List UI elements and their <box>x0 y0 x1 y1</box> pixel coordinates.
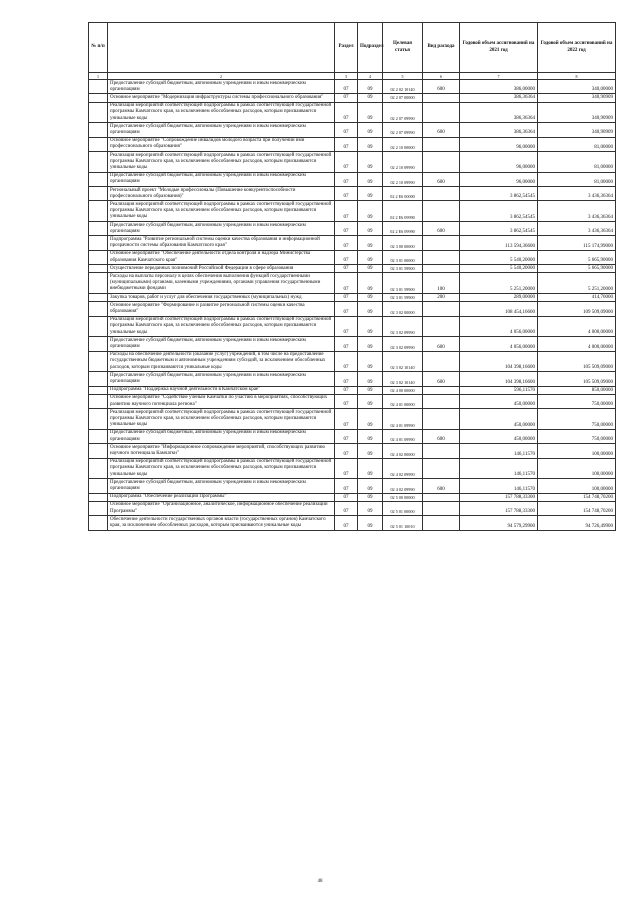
cell-2021: 5 540,20000 <box>460 250 538 264</box>
cell-2022: 340,90909 <box>538 123 616 137</box>
cell-razdel: 07 <box>335 123 358 137</box>
column-number: 6 <box>423 73 460 80</box>
cell-razdel: 07 <box>335 273 358 294</box>
cell-num <box>89 479 108 493</box>
cell-razdel: 07 <box>335 265 358 273</box>
cell-csr: 02 3 01 59900 <box>383 294 423 302</box>
cell-2022: 81,00000 <box>538 152 616 173</box>
cell-csr: 02 4 01 09990 <box>383 429 423 443</box>
table-row <box>89 236 616 250</box>
cell-name: Реализация мероприятий соответствующей подпрограммы в рамках соответствующей государственной программы Камчатского края, за исключением обособленных расходов, которым присваиваются уникальные коды <box>108 201 335 222</box>
table-row <box>89 102 616 123</box>
cell-name: Предоставление субсидий бюджетным, автономным учреждениям и иным некоммерческим организациям <box>108 222 335 236</box>
cell-razdel: 07 <box>335 372 358 386</box>
cell-2022: 4 000,00000 <box>538 316 616 337</box>
cell-2022: 340,90909 <box>538 102 616 123</box>
cell-num <box>89 294 108 302</box>
cell-num <box>89 222 108 236</box>
cell-name: Расходы на обеспечение деятельности (оказание услуг) учреждений, в том числе на предоставление государственным бюджетным и автономным учреждениям субсидий, за исключением обособленных расходов, которым присваиваются уникальные коды <box>108 351 335 372</box>
cell-vr: 600 <box>423 337 460 351</box>
cell-name: Предоставление субсидий бюджетным, автономным учреждениям и иным некоммерческим организациям <box>108 337 335 351</box>
cell-csr: 02 5 01 00000 <box>383 501 423 515</box>
cell-2022: 81,00000 <box>538 137 616 151</box>
cell-podrazdel: 09 <box>358 80 383 94</box>
cell-num <box>89 372 108 386</box>
cell-razdel: 07 <box>335 409 358 430</box>
cell-name: Предоставление субсидий бюджетным, автономным учреждениям и иным некоммерческим организациям <box>108 429 335 443</box>
column-number: 4 <box>358 73 383 80</box>
cell-vr <box>423 516 460 530</box>
cell-razdel: 07 <box>335 236 358 250</box>
cell-razdel: 07 <box>335 429 358 443</box>
cell-csr: 02 2 E6 09990 <box>383 201 423 222</box>
cell-csr: 02 4 01 00000 <box>383 394 423 408</box>
cell-razdel: 07 <box>335 444 358 458</box>
table-row <box>89 137 616 151</box>
column-number: 7 <box>460 73 538 80</box>
table-row <box>89 172 616 186</box>
cell-csr: 02 2 E6 09990 <box>383 222 423 236</box>
cell-name: Подпрограмма "Обеспечение реализации Программы" <box>108 493 335 501</box>
cell-num <box>89 429 108 443</box>
cell-vr <box>423 137 460 151</box>
cell-2022: 105 509,09000 <box>538 372 616 386</box>
cell-vr <box>423 265 460 273</box>
cell-razdel: 07 <box>335 479 358 493</box>
cell-csr: 02 5 01 10010 <box>383 516 423 530</box>
cell-2022: 94 726,49900 <box>538 516 616 530</box>
cell-csr: 02 5 00 00000 <box>383 493 423 501</box>
cell-2021: 104 398,16600 <box>460 372 538 386</box>
cell-2021: 5 540,20000 <box>460 265 538 273</box>
cell-2021: 146,11570 <box>460 444 538 458</box>
cell-podrazdel: 09 <box>358 501 383 515</box>
table-row <box>89 493 616 501</box>
table-row <box>89 444 616 458</box>
cell-razdel: 07 <box>335 493 358 501</box>
cell-podrazdel: 09 <box>358 222 383 236</box>
cell-2022: 100,00000 <box>538 444 616 458</box>
cell-2021: 450,00000 <box>460 429 538 443</box>
cell-2021: 146,11570 <box>460 479 538 493</box>
cell-vr: 600 <box>423 172 460 186</box>
header-podrazdel: Подраздел <box>358 23 383 73</box>
table-row <box>89 94 616 102</box>
cell-num <box>89 187 108 201</box>
cell-vr <box>423 236 460 250</box>
cell-podrazdel: 09 <box>358 516 383 530</box>
cell-vr <box>423 250 460 264</box>
table-row <box>89 222 616 236</box>
cell-2021: 96,00000 <box>460 172 538 186</box>
cell-vr: 600 <box>423 222 460 236</box>
cell-name: Обеспечение деятельности государственных органов власти (государственных органов) Камчатского края, за исключением обособленных расходов, которым присваиваются уникальные коды <box>108 516 335 530</box>
cell-razdel: 07 <box>335 187 358 201</box>
cell-num <box>89 236 108 250</box>
cell-csr: 02 3 02 00000 <box>383 302 423 316</box>
table-row <box>89 152 616 173</box>
cell-2022: 850,00000 <box>538 386 616 394</box>
cell-2021: 289,00000 <box>460 294 538 302</box>
cell-vr: 100 <box>423 273 460 294</box>
column-number: 3 <box>335 73 358 80</box>
cell-2022: 750,00000 <box>538 394 616 408</box>
cell-razdel: 07 <box>335 501 358 515</box>
cell-vr <box>423 458 460 479</box>
cell-2021: 386,36364 <box>460 123 538 137</box>
cell-2022: 154 748,70200 <box>538 493 616 501</box>
cell-num <box>89 137 108 151</box>
cell-name: Закупка товаров, работ и услуг для обеспечения государственных (муниципальных) нужд <box>108 294 335 302</box>
cell-csr: 02 2 10 00000 <box>383 137 423 151</box>
cell-podrazdel: 09 <box>358 351 383 372</box>
cell-razdel: 07 <box>335 458 358 479</box>
cell-2021: 96,00000 <box>460 137 538 151</box>
cell-name: Предоставление субсидий бюджетным, автономным учреждениям и иным некоммерческим организациям <box>108 123 335 137</box>
cell-razdel: 07 <box>335 201 358 222</box>
cell-razdel: 07 <box>335 80 358 94</box>
cell-num <box>89 493 108 501</box>
page-number: 48 <box>317 879 323 884</box>
table-row <box>89 316 616 337</box>
cell-2021: 108 454,16600 <box>460 302 538 316</box>
cell-2021: 450,00000 <box>460 409 538 430</box>
cell-2021: 3 862,54545 <box>460 222 538 236</box>
cell-2021: 113 594,36600 <box>460 236 538 250</box>
cell-csr: 02 4 02 09990 <box>383 479 423 493</box>
cell-2022: 4 000,00000 <box>538 337 616 351</box>
cell-2022: 100,00000 <box>538 458 616 479</box>
cell-razdel: 07 <box>335 294 358 302</box>
cell-podrazdel: 09 <box>358 152 383 173</box>
cell-name: Основное мероприятие "Обеспечение деятельности отдела контроля и надзора Министерства образования Камчатского края" <box>108 250 335 264</box>
table-row <box>89 80 616 94</box>
cell-razdel: 07 <box>335 137 358 151</box>
cell-csr: 02 4 00 00000 <box>383 386 423 394</box>
header-vr: Вид расхода <box>423 23 460 73</box>
cell-csr: 02 4 02 00000 <box>383 444 423 458</box>
cell-num <box>89 250 108 264</box>
table-row <box>89 409 616 430</box>
cell-name: Подпрограмма "Развитие региональной системы оценки качества образования и информационной прозрачности системы образования Камчатского края" <box>108 236 335 250</box>
cell-vr <box>423 444 460 458</box>
cell-2021: 157 788,33300 <box>460 501 538 515</box>
cell-podrazdel: 09 <box>358 94 383 102</box>
cell-csr: 02 2 07 09990 <box>383 102 423 123</box>
table-row <box>89 265 616 273</box>
cell-csr: 02 2 10 09990 <box>383 172 423 186</box>
table-row <box>89 386 616 394</box>
cell-csr: 02 2 10 09990 <box>383 152 423 173</box>
table-row <box>89 501 616 515</box>
cell-razdel: 07 <box>335 250 358 264</box>
cell-vr: 600 <box>423 479 460 493</box>
cell-2021: 5 251,20000 <box>460 273 538 294</box>
cell-podrazdel: 09 <box>358 394 383 408</box>
table-row <box>89 201 616 222</box>
cell-podrazdel: 09 <box>358 250 383 264</box>
header-2021: Годовой объем ассигнований на 2021 год <box>460 23 538 73</box>
cell-csr: 02 2 02 10140 <box>383 80 423 94</box>
cell-name: Подпрограмма "Поддержка научной деятельности в Камчатском крае" <box>108 386 335 394</box>
cell-num <box>89 394 108 408</box>
cell-num <box>89 172 108 186</box>
cell-num <box>89 102 108 123</box>
budget-table <box>88 22 616 531</box>
header-csr: Целевая статья <box>383 23 423 73</box>
cell-2022: 5 251,20000 <box>538 273 616 294</box>
cell-2022: 414,70000 <box>538 294 616 302</box>
cell-num <box>89 316 108 337</box>
cell-podrazdel: 09 <box>358 444 383 458</box>
cell-csr: 02 3 02 09990 <box>383 316 423 337</box>
cell-2021: 3 862,54545 <box>460 187 538 201</box>
cell-2022: 3 436,36364 <box>538 187 616 201</box>
cell-csr: 02 3 01 59900 <box>383 273 423 294</box>
cell-name: Реализация мероприятий соответствующей подпрограммы в рамках соответствующей государственной программы Камчатского края, за исключением обособленных расходов, которым присваиваются уникальные коды <box>108 316 335 337</box>
cell-razdel: 07 <box>335 94 358 102</box>
cell-razdel: 07 <box>335 152 358 173</box>
cell-name: Реализация мероприятий соответствующей подпрограммы в рамках соответствующей государственной программы Камчатского края, за исключением обособленных расходов, которым присваиваются уникальные коды <box>108 409 335 430</box>
cell-podrazdel: 09 <box>358 458 383 479</box>
cell-name: Основное мероприятие "Организационное, аналитическое, информационное обеспечение реализации Программы" <box>108 501 335 515</box>
cell-vr <box>423 409 460 430</box>
cell-razdel: 07 <box>335 302 358 316</box>
cell-csr: 02 4 02 09990 <box>383 458 423 479</box>
column-number: 1 <box>89 73 108 80</box>
cell-podrazdel: 09 <box>358 429 383 443</box>
table-row <box>89 479 616 493</box>
cell-name: Основное мероприятие "Модернизация инфраструктуры системы профессионального образования" <box>108 94 335 102</box>
cell-podrazdel: 09 <box>358 273 383 294</box>
cell-vr: 200 <box>423 294 460 302</box>
cell-num <box>89 273 108 294</box>
cell-csr: 02 3 02 10140 <box>383 372 423 386</box>
cell-podrazdel: 09 <box>358 265 383 273</box>
cell-num <box>89 302 108 316</box>
cell-num <box>89 458 108 479</box>
cell-razdel: 07 <box>335 516 358 530</box>
table-row <box>89 187 616 201</box>
table-row <box>89 429 616 443</box>
cell-2022: 105 509,09000 <box>538 351 616 372</box>
cell-vr: 600 <box>423 123 460 137</box>
cell-num <box>89 152 108 173</box>
cell-2021: 104 398,16600 <box>460 351 538 372</box>
cell-2022: 100,00000 <box>538 479 616 493</box>
table-row <box>89 273 616 294</box>
cell-podrazdel: 09 <box>358 187 383 201</box>
cell-num <box>89 80 108 94</box>
cell-2022: 3 436,36364 <box>538 222 616 236</box>
cell-name: Основное мероприятие "Содействие ученым Камчатки по участию в мероприятиях, способствующих развитию научного потенциала региона" <box>108 394 335 408</box>
cell-name: Реализация мероприятий соответствующей подпрограммы в рамках соответствующей государственной программы Камчатского края, за исключением обособленных расходов, которым присваиваются уникальные коды <box>108 152 335 173</box>
cell-2022: 109 509,09000 <box>538 302 616 316</box>
cell-2021: 96,00000 <box>460 152 538 173</box>
cell-num <box>89 444 108 458</box>
cell-csr: 02 4 01 09990 <box>383 409 423 430</box>
cell-2022: 3 436,36364 <box>538 201 616 222</box>
cell-csr: 02 3 01 00000 <box>383 250 423 264</box>
cell-vr <box>423 187 460 201</box>
cell-num <box>89 265 108 273</box>
cell-podrazdel: 09 <box>358 372 383 386</box>
cell-2021: 450,00000 <box>460 394 538 408</box>
budget-table-sheet <box>88 22 615 531</box>
column-number-row <box>89 73 616 80</box>
cell-vr <box>423 394 460 408</box>
cell-podrazdel: 09 <box>358 137 383 151</box>
cell-2021: 386,00000 <box>460 80 538 94</box>
cell-2021: 157 788,33300 <box>460 493 538 501</box>
cell-razdel: 07 <box>335 102 358 123</box>
cell-2021: 596,11570 <box>460 386 538 394</box>
cell-num <box>89 501 108 515</box>
cell-2022: 340,00000 <box>538 80 616 94</box>
cell-num <box>89 516 108 530</box>
cell-vr <box>423 501 460 515</box>
cell-num <box>89 123 108 137</box>
cell-vr: 600 <box>423 372 460 386</box>
cell-podrazdel: 09 <box>358 201 383 222</box>
cell-2022: 5 665,90000 <box>538 250 616 264</box>
table-row <box>89 516 616 530</box>
header-name <box>108 23 335 73</box>
cell-name: Реализация мероприятий соответствующей подпрограммы в рамках соответствующей государственной программы Камчатского края, за исключением обособленных расходов, которым присваиваются уникальные коды <box>108 102 335 123</box>
cell-razdel: 07 <box>335 394 358 408</box>
cell-csr: 02 3 02 09990 <box>383 337 423 351</box>
table-row <box>89 351 616 372</box>
table-row <box>89 394 616 408</box>
cell-razdel: 07 <box>335 222 358 236</box>
cell-num <box>89 337 108 351</box>
cell-name: Основное мероприятие "Информационное сопровождение мероприятий, способствующих развитию научного потенциала Камчатки" <box>108 444 335 458</box>
cell-vr: 600 <box>423 80 460 94</box>
table-row <box>89 302 616 316</box>
column-number: 2 <box>108 73 335 80</box>
cell-vr <box>423 493 460 501</box>
table-row <box>89 372 616 386</box>
cell-razdel: 07 <box>335 337 358 351</box>
cell-podrazdel: 09 <box>358 479 383 493</box>
cell-name: Региональный проект "Молодые профессионалы (Повышение конкурентоспособности профессионального образования)" <box>108 187 335 201</box>
cell-vr <box>423 351 460 372</box>
cell-2022: 81,00000 <box>538 172 616 186</box>
cell-num <box>89 201 108 222</box>
cell-2021: 3 862,54545 <box>460 201 538 222</box>
cell-csr: 02 3 02 10140 <box>383 351 423 372</box>
cell-name: Предоставление субсидий бюджетным, автономным учреждениям и иным некоммерческим организациям <box>108 479 335 493</box>
header-num: № п/п <box>89 23 108 73</box>
table-row <box>89 294 616 302</box>
cell-podrazdel: 09 <box>358 337 383 351</box>
cell-2022: 115 174,99000 <box>538 236 616 250</box>
table-row <box>89 337 616 351</box>
cell-csr: 02 2 E6 00000 <box>383 187 423 201</box>
cell-podrazdel: 09 <box>358 316 383 337</box>
cell-csr: 02 2 07 00000 <box>383 94 423 102</box>
table-body <box>89 80 616 531</box>
table-row <box>89 458 616 479</box>
cell-vr: 600 <box>423 429 460 443</box>
cell-razdel: 07 <box>335 172 358 186</box>
column-number: 8 <box>538 73 616 80</box>
column-number: 5 <box>383 73 423 80</box>
cell-vr <box>423 102 460 123</box>
cell-vr <box>423 94 460 102</box>
cell-2022: 750,00000 <box>538 409 616 430</box>
cell-2022: 5 665,90000 <box>538 265 616 273</box>
cell-name: Предоставление субсидий бюджетным, автономным учреждениям и иным некоммерческим организациям <box>108 172 335 186</box>
cell-csr: 02 2 07 09990 <box>383 123 423 137</box>
cell-2022: 154 748,70200 <box>538 501 616 515</box>
cell-num <box>89 409 108 430</box>
cell-name: Реализация мероприятий соответствующей подпрограммы в рамках соответствующей государственной программы Камчатского края, за исключением обособленных расходов, которым присваиваются уникальные коды <box>108 458 335 479</box>
cell-csr: 02 3 00 00000 <box>383 236 423 250</box>
cell-2021: 386,36364 <box>460 102 538 123</box>
cell-name: Осуществление переданных полномочий Российской Федерации в сфере образования <box>108 265 335 273</box>
header-row <box>89 23 616 73</box>
cell-razdel: 07 <box>335 316 358 337</box>
cell-podrazdel: 09 <box>358 102 383 123</box>
cell-name: Основное мероприятие "Сопровождение инвалидов молодого возраста при получении ими профессионального образования" <box>108 137 335 151</box>
cell-podrazdel: 09 <box>358 172 383 186</box>
cell-2021: 146,11570 <box>460 458 538 479</box>
cell-name: Предоставление субсидий бюджетным, автономным учреждениям и иным некоммерческим организациям <box>108 80 335 94</box>
cell-csr: 02 3 01 59900 <box>383 265 423 273</box>
header-2022: Годовой объем ассигнований на 2022 год <box>538 23 616 73</box>
cell-name: Предоставление субсидий бюджетным, автономным учреждениям и иным некоммерческим организациям <box>108 372 335 386</box>
cell-num <box>89 94 108 102</box>
cell-num <box>89 351 108 372</box>
cell-vr <box>423 316 460 337</box>
cell-2022: 340,90909 <box>538 94 616 102</box>
cell-podrazdel: 09 <box>358 409 383 430</box>
cell-2022: 750,00000 <box>538 429 616 443</box>
cell-num <box>89 386 108 394</box>
cell-podrazdel: 09 <box>358 236 383 250</box>
header-razdel: Раздел <box>335 23 358 73</box>
cell-podrazdel: 09 <box>358 386 383 394</box>
table-row <box>89 123 616 137</box>
cell-podrazdel: 09 <box>358 302 383 316</box>
cell-podrazdel: 09 <box>358 294 383 302</box>
cell-2021: 386,36364 <box>460 94 538 102</box>
cell-podrazdel: 09 <box>358 123 383 137</box>
table-row <box>89 250 616 264</box>
cell-2021: 94 579,29900 <box>460 516 538 530</box>
cell-name: Расходы на выплаты персоналу в целях обеспечения выполнения функций государственными (муниципальными) органами, казенными учреждениями, органами управления государственными внебюджетными фондами <box>108 273 335 294</box>
cell-razdel: 07 <box>335 351 358 372</box>
cell-vr <box>423 152 460 173</box>
cell-2021: 4 056,00000 <box>460 337 538 351</box>
cell-vr <box>423 201 460 222</box>
cell-2021: 4 056,00000 <box>460 316 538 337</box>
cell-vr <box>423 302 460 316</box>
cell-razdel: 07 <box>335 386 358 394</box>
cell-vr <box>423 386 460 394</box>
cell-podrazdel: 09 <box>358 493 383 501</box>
cell-name: Основное мероприятие "Формирование и развитие региональной системы оценки качества образования" <box>108 302 335 316</box>
